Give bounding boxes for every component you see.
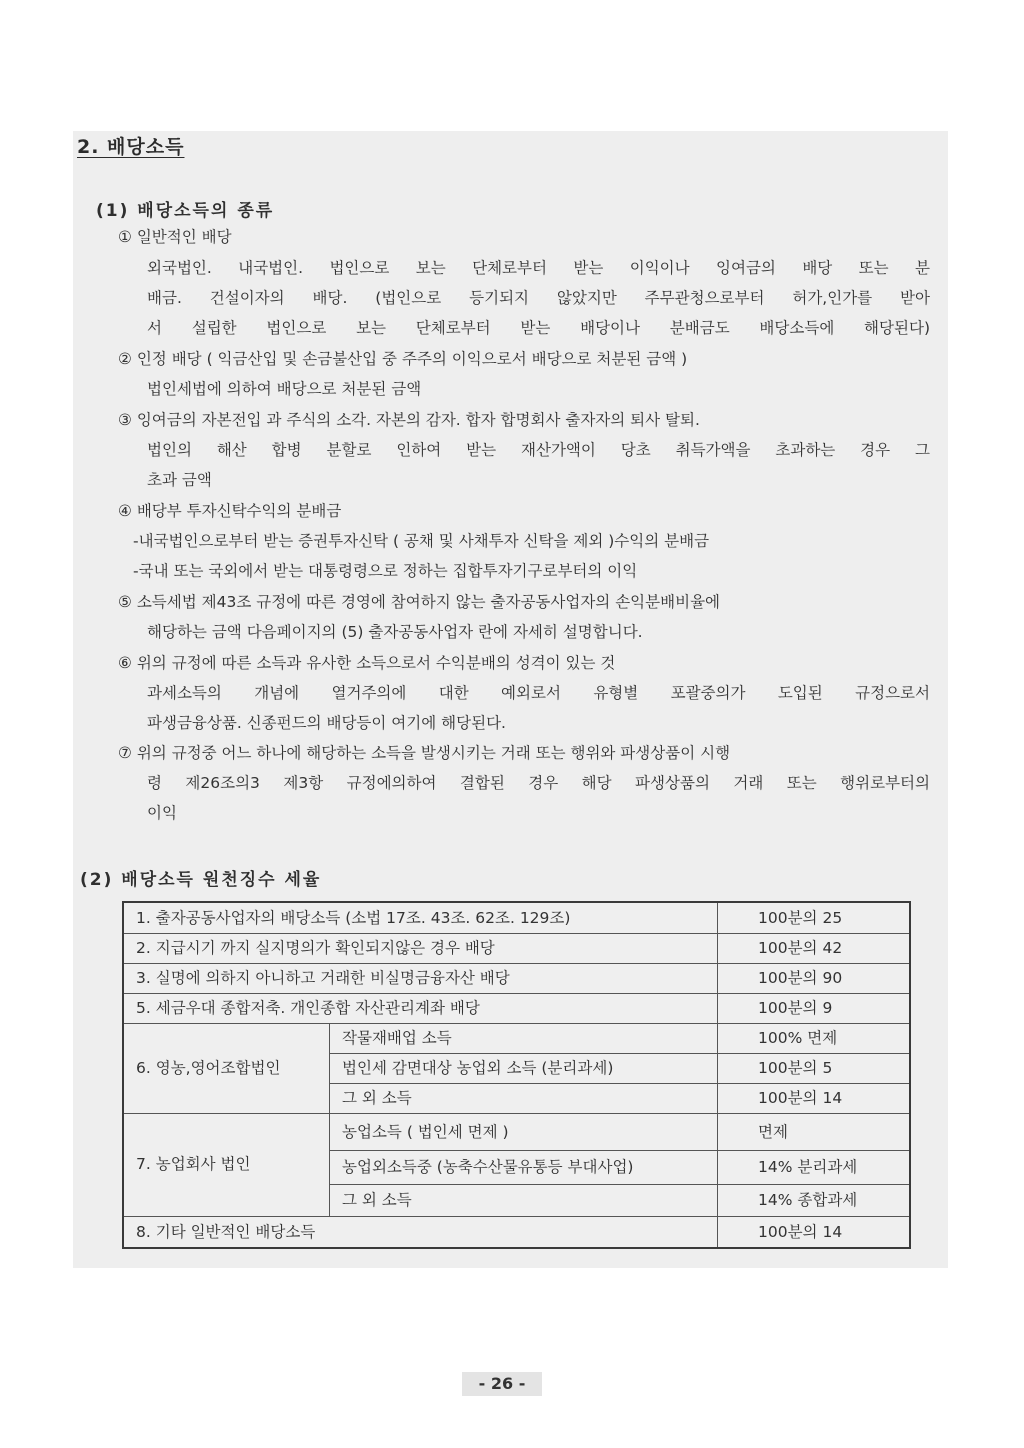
item-4-heading: ④ 배당부 투자신탁수익의 분배금 [118, 502, 342, 520]
group-6-sub-2-label: 법인세 감면대상 농업외 소득 (분리과세) [342, 1059, 614, 1077]
group-6-sub-3-rate: 100분의 14 [758, 1089, 843, 1107]
item-5-heading: ⑤ 소득세법 제43조 규정에 따른 경영에 참여하지 않는 출자공동사업자의 손익분배비율에 [118, 593, 721, 611]
row-2-label: 2. 지급시기 까지 실지명의가 확인되지않은 경우 배당 [136, 939, 495, 957]
tax-rate-table [122, 901, 911, 1249]
item-1-line-2: 배금. 건설이자의 배당. (법인으로 등기되지 않았지만 주무관청으로부터 허가,인가를 받아 [147, 289, 930, 307]
item-6-line-1: 과세소득의 개념에 열거주의에 대한 예외로서 유형별 포괄중의가 도입된 규정으로서 [147, 684, 930, 702]
group-7-sub-1-label: 농업소득 ( 법인세 면제 ) [342, 1123, 509, 1141]
row-5-label: 5. 세금우대 종합저축. 개인종합 자산관리계좌 배당 [136, 999, 480, 1017]
row-5-rate: 100분의 9 [758, 999, 833, 1017]
item-3-line-2: 초과 금액 [147, 471, 212, 489]
section-title: 2. 배당소득 [77, 136, 185, 158]
item-4-line-1: -내국법인으로부터 받는 증권투자신탁 ( 공채 및 사채투자 신탁을 제외 )수익의 분배금 [133, 532, 710, 550]
page-number: - 26 - [462, 1372, 542, 1396]
group-7-sub-3-label: 그 외 소득 [342, 1191, 412, 1209]
item-3-line-1: 법인의 해산 합병 분할로 인하여 받는 재산가액이 당초 취득가액을 초과하는 경우 그 [147, 441, 930, 459]
item-1-line-1: 외국법인. 내국법인. 법인으로 보는 단체로부터 받는 이익이나 잉여금의 배당 또는 분 [147, 259, 930, 277]
group-6-sub-2-rate: 100분의 5 [758, 1059, 833, 1077]
item-7-line-1: 령 제26조의3 제3항 규정에의하여 결합된 경우 해당 파생상품의 거래 또는 행위로부터의 [147, 774, 930, 792]
part1-title: (1) 배당소득의 종류 [96, 201, 275, 221]
group-7-sub-1-rate: 면제 [758, 1123, 788, 1141]
item-7-heading: ⑦ 위의 규정중 어느 하나에 해당하는 소득을 발생시키는 거래 또는 행위와 파생상품이 시행 [118, 744, 731, 762]
part2-title: (2) 배당소득 원천징수 세율 [80, 870, 322, 890]
row-8-rate: 100분의 14 [758, 1223, 843, 1241]
item-6-line-2: 파생금융상품. 신종펀드의 배당등이 여기에 해당된다. [147, 714, 506, 732]
row-1-label: 1. 출자공동사업자의 배당소득 (소법 17조. 43조. 62조. 129조) [136, 909, 571, 927]
group-6-label: 6. 영농,영어조합법인 [136, 1059, 281, 1077]
row-2-rate: 100분의 42 [758, 939, 843, 957]
item-2-line-1: 법인세법에 의하여 배당으로 처분된 금액 [147, 380, 422, 398]
group-7-label: 7. 농업회사 법인 [136, 1155, 251, 1173]
group-7-sub-3-rate: 14% 종합과세 [758, 1191, 858, 1209]
item-2-heading: ② 인정 배당 ( 익금산입 및 손금불산입 중 주주의 이익으로서 배당으로 처분된 금액 ) [118, 350, 688, 368]
item-3-heading: ③ 잉여금의 자본전입 과 주식의 소각. 자본의 감자. 합자 합명회사 출자자의 퇴사 탈퇴. [118, 411, 700, 429]
item-1-heading: ① 일반적인 배당 [118, 228, 232, 246]
group-7-sub-2-rate: 14% 분리과세 [758, 1158, 858, 1176]
group-6-sub-3-label: 그 외 소득 [342, 1089, 412, 1107]
group-6-sub-1-label: 작물재배업 소득 [342, 1029, 452, 1047]
item-1-line-3: 서 설립한 법인으로 보는 단체로부터 받는 배당이나 분배금도 배당소득에 해당된다) [147, 319, 930, 337]
item-5-line-1: 해당하는 금액 다음페이지의 (5) 출자공동사업자 란에 자세히 설명합니다. [147, 623, 643, 641]
group-6-sub-1-rate: 100% 면제 [758, 1029, 838, 1047]
row-1-rate: 100분의 25 [758, 909, 843, 927]
row-8-label: 8. 기타 일반적인 배당소득 [136, 1223, 316, 1241]
item-6-heading: ⑥ 위의 규정에 따른 소득과 유사한 소득으로서 수익분배의 성격이 있는 것 [118, 654, 616, 672]
group-7-sub-2-label: 농업외소득중 (농축수산물유통등 부대사업) [342, 1158, 634, 1176]
row-3-label: 3. 실명에 의하지 아니하고 거래한 비실명금융자산 배당 [136, 969, 510, 987]
item-7-line-2: 이익 [147, 804, 177, 822]
item-4-line-2: -국내 또는 국외에서 받는 대통령령으로 정하는 집합투자기구로부터의 이익 [133, 562, 638, 580]
row-3-rate: 100분의 90 [758, 969, 843, 987]
